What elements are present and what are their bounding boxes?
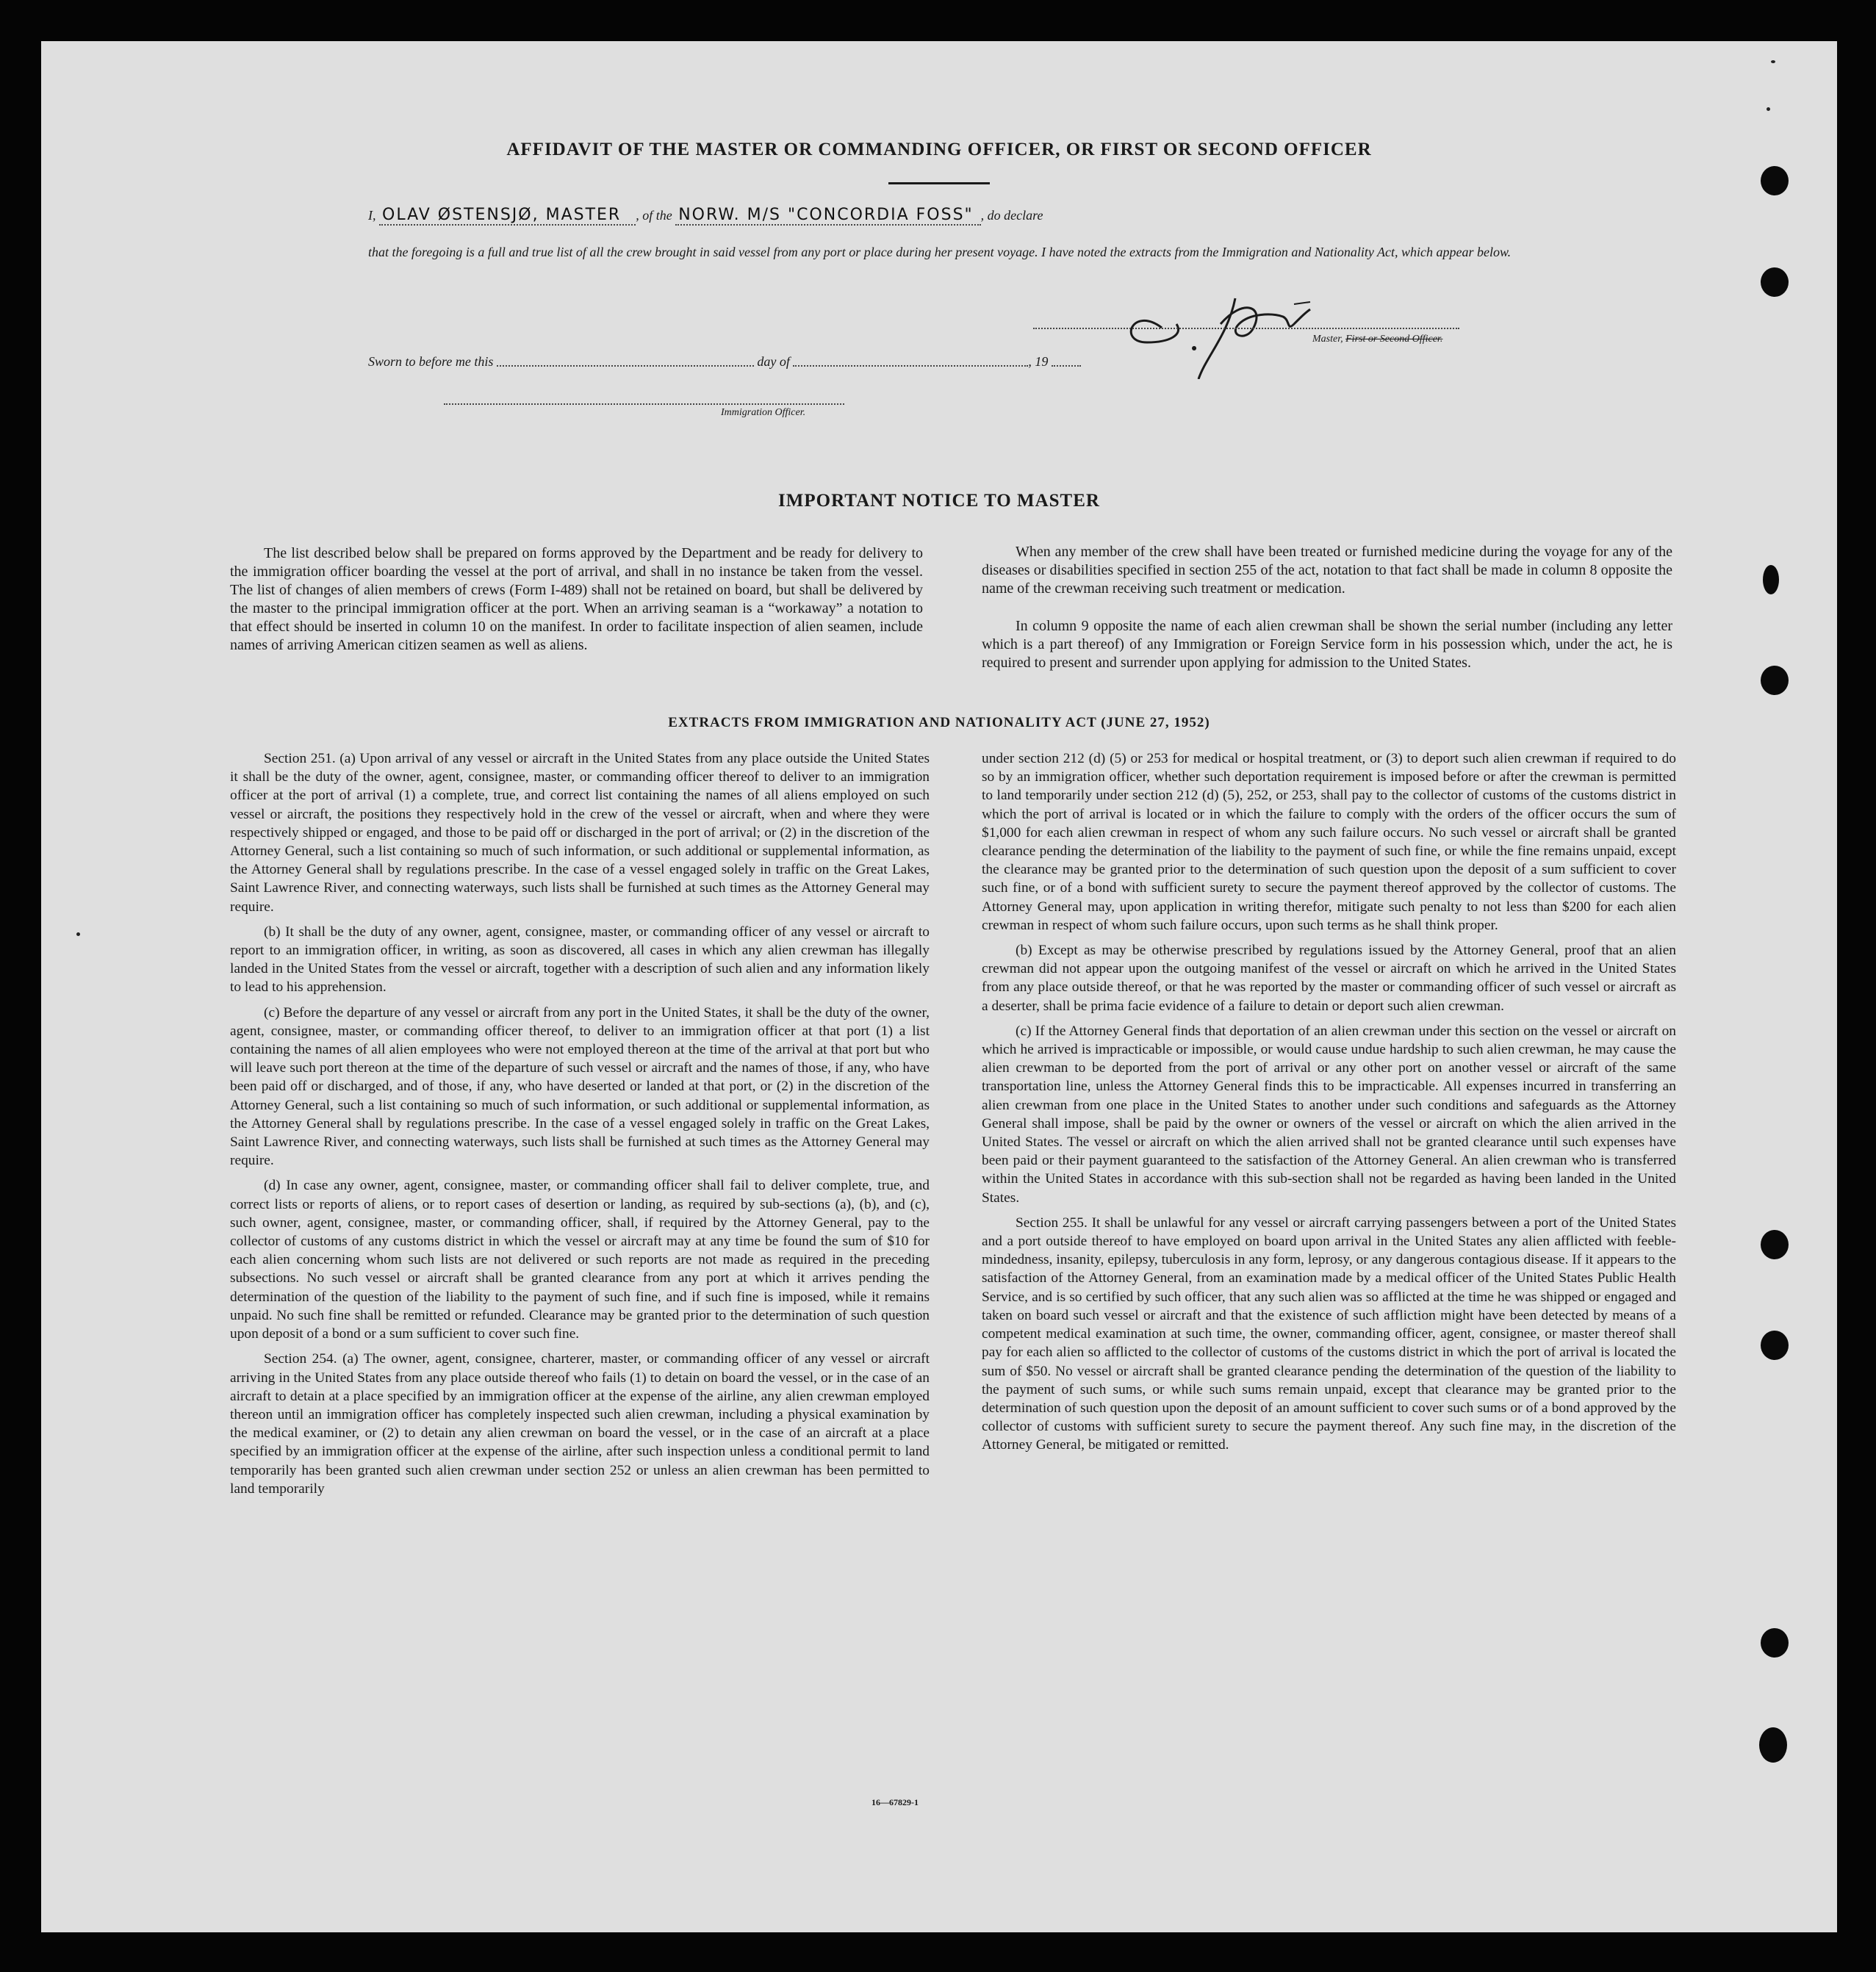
extracts-right-column xyxy=(982,749,1676,1461)
signer-struck-label: First or Second Officer. xyxy=(1345,334,1443,345)
declaration-line xyxy=(368,207,1577,223)
scan-speck xyxy=(1767,107,1770,111)
binder-hole xyxy=(1761,1230,1789,1259)
signer-title xyxy=(1312,334,1442,345)
sworn-line xyxy=(368,355,1176,368)
year-field[interactable] xyxy=(1052,364,1081,367)
affidavit-title: AFFIDAVIT OF THE MASTER OR COMMANDING OFFICER, OR FIRST OR SECOND OFFICER xyxy=(506,140,1372,159)
notice-right-paragraph-2: In column 9 opposite the name of each alien crewman shall be shown the serial number (including any letter which is a part thereof) of any Immigration or Foreign Service form in his possession which, under the act, he is required to present and surrender upon applying for admission to the United States. xyxy=(982,618,1672,671)
binder-hole xyxy=(1761,1331,1789,1360)
section-254-b: (b) Except as may be otherwise prescribed by regulations issued by the Attorney General, proof that an alien crewman did not appear upon the outgoing manifest of the vessel or aircraft on which he arrived in the United States from any place outside thereof, or that he was reported by the master or commanding officer of such vessel or aircraft as a deserter, shall be prima facie evidence of a failure to detain or deport such alien crewman. xyxy=(982,943,1676,1014)
form-code: 16—67829-1 xyxy=(871,1797,919,1807)
signer-master-label: Master, xyxy=(1312,334,1343,345)
title-rule xyxy=(888,182,990,184)
declaration-text: that the foregoing is a full and true list of all the crew brought in said vessel from any port or place during her present voyage. I have noted the extracts from the Immigration and Nationality Act, which appear below. xyxy=(368,245,1512,259)
scan-speck xyxy=(76,932,80,936)
extracts-left-column xyxy=(230,749,930,1505)
notice-left-paragraph: The list described below shall be prepared on forms approved by the Department and be ready for delivery to the immigration officer boarding the vessel at the port of arrival, and shall in no instance be taken from the vessel. The list of changes of alien members of crews (Form I-489) shall not be retained on board, but shall be delivered by the master to the principal immigration officer at the port. When an arriving seaman is a “workaway” a notation to that effect should be inserted in column 10 on the manifest. In order to facilitate inspection of alien seamen, include names of arriving American citizen seamen as well as aliens. xyxy=(230,545,923,653)
of-the-text: , of the xyxy=(636,208,672,223)
document-page xyxy=(41,41,1837,1932)
sworn-date-field[interactable] xyxy=(497,364,754,367)
do-declare-text: , do declare xyxy=(980,208,1043,223)
vessel-name-field: NORW. M/S "CONCORDIA FOSS" xyxy=(675,206,980,226)
binder-hole xyxy=(1761,267,1789,297)
section-251-d: (d) In case any owner, agent, consignee, master, or commanding officer shall fail to deliver complete, true, and correct lists or reports of aliens, or to report cases of desertion or landing, as required by sub-sections (a), (b), and (c), such owner, agent, consignee, master, or commanding officer, shall, if required by the Attorney General, pay to the collector of customs of any customs district in which the vessel or aircraft may at any time be found the sum of $10 for each alien concerning whom such lists are not delivered or such reports are not made as required in the preceding subsections. No such vessel or aircraft shall be granted clearance from any port at which it arrives pending the determination of the question of the liability to the payment of such fine, and if such fine is imposed, while it remains unpaid. No such fine shall be remitted or refunded. Clearance may be granted prior to the determination of such question upon deposit of a bond or a sum sufficient to cover such fine. xyxy=(230,1178,930,1342)
declaration-prefix: I, xyxy=(368,208,376,223)
day-of-label: day of xyxy=(757,354,790,369)
binder-hole xyxy=(1761,166,1789,195)
sworn-label: Sworn to before me this xyxy=(368,354,494,369)
extracts-title: EXTRACTS FROM IMMIGRATION AND NATIONALITY ACT (JUNE 27, 1952) xyxy=(668,715,1210,730)
section-254-a: Section 254. (a) The owner, agent, consignee, charterer, master, or commanding officer of any vessel or aircraft arriving in the United States from any place outside thereof who fails (1) to detain on board the vessel, or in the case of an aircraft to detain at a place specified by an immigration officer at the expense of the airline, any alien crewman employed thereon until an immigration officer has completely inspected such alien crewman, including a physical examination by the medical examiner, or (2) to detain any alien crewman on board the vessel, or in the case of an aircraft at a place specified by an immigration officer at the expense of the airline, after such inspection unless a conditional permit to land temporarily has been granted such alien crewman under section 252 or unless an alien crewman has been permitted to land temporarily xyxy=(230,1351,930,1497)
master-name-field: OLAV ØSTENSJØ, MASTER xyxy=(379,206,636,226)
immigration-officer-line[interactable] xyxy=(444,403,844,405)
signature-line xyxy=(1033,328,1459,329)
binder-hole xyxy=(1761,1628,1789,1658)
scan-speck xyxy=(1771,60,1775,63)
notice-title: IMPORTANT NOTICE TO MASTER xyxy=(778,491,1100,511)
section-251-a: Section 251. (a) Upon arrival of any vessel or aircraft in the United States from any place outside the United States it shall be the duty of the owner, agent, consignee, master, or commanding officer thereof to deliver to an immigration officer at the port of arrival (1) a complete, true, and correct list containing the names of all aliens employed on such vessel or aircraft, the positions they respectively hold in the crew of the vessel or aircraft, when and where they were respectively shipped or engaged, and those to be paid off or discharged in the port of arrival; or (2) in the discretion of the Attorney General, such a list containing so much of such information, or such additional or supplemental information, as the Attorney General shall by regulations prescribe. In the case of a vessel engaged solely in traffic on the Great Lakes, Saint Lawrence River, and connecting waterways, such lists shall be furnished at such times as the Attorney General may require. xyxy=(230,751,930,915)
month-field[interactable] xyxy=(793,364,1028,367)
binder-hole xyxy=(1759,1727,1787,1763)
binder-hole xyxy=(1761,666,1789,695)
immigration-officer-label: Immigration Officer. xyxy=(721,407,806,418)
section-251-b: (b) It shall be the duty of any owner, agent, consignee, master, or commanding officer of any vessel or aircraft to report to an immigration officer, in writing, as soon as discovered, all cases in which any alien crewman has illegally landed in the United States from the vessel or aircraft, together with a description of such alien and any information likely to lead to his apprehension. xyxy=(230,924,930,996)
section-254-a-continued: under section 212 (d) (5) or 253 for medical or hospital treatment, or (3) to deport such alien crewman if required to do so by an immigration officer, whether such deportation requirement is imposed before or after the crewman is permitted to land temporarily under section 212 (d) (5), 252, or 253, shall pay to the collector of customs of the customs district in which the port of arrival is located or in which the failure to comply with the orders of the officer occurs the sum of $1,000 for each alien crewman in respect of whom any such failure occurs. No such vessel or aircraft shall be granted clearance pending the determination of the liability to the payment of such fine, or while the fine remains unpaid, except the clearance may be granted prior to the determination of such question upon the deposit of a sum sufficient to cover such fine, or of a bond with sufficient surety to secure the payment thereof approved by the collector of customs. The Attorney General may, upon application in writing therefor, mitigate such penalty to not less than $200 for each alien crewman in respect of whom such failure occurs, upon such terms as he shall think proper. xyxy=(982,751,1676,933)
section-251-c: (c) Before the departure of any vessel or aircraft from any port in the United States, it shall be the duty of the owner, agent, consignee, master, or commanding officer thereof, to deliver to an immigration officer at that port (1) a list containing the names of all alien employees who were not employed thereon at the time of the arrival at that port but who will leave such port thereon at the time of the departure of such vessel or aircraft and the names of those, if any, who have been paid off or discharged, and of those, if any, who have deserted or landed at that port, or (2) in the discretion of the Attorney General, such a list containing so much of such information, or such additional or supplemental information, as the Attorney General shall by regulations prescribe. In the case of a vessel engaged solely in traffic on the Great Lakes, Saint Lawrence River, and connecting waterways, such lists shall be furnished at such times as the Attorney General may require. xyxy=(230,1004,930,1169)
section-254-c: (c) If the Attorney General finds that deportation of an alien crewman under this section on the vessel or aircraft on which he arrived is impracticable or impossible, or would cause undue hardship to such alien crewman, he may cause the alien crewman to be deported from the port of arrival or any other port on another vessel or aircraft of the same transportation line, unless the Attorney General finds this to be impracticable. All expenses incurred in transferring an alien crewman from one place in the United States to another under such conditions and safeguards as the Attorney General shall impose, shall be paid by the owner or owners of the vessel or aircraft on which the alien arrived in the United States. The vessel or aircraft on which the alien arrived shall not be granted clearance until such expenses have been paid or their payment guaranteed to the satisfaction of the Attorney General. An alien crewman who is transferred within the United States in accordance with this sub-section shall not be regarded as having been landed in the United States. xyxy=(982,1023,1676,1206)
notice-right-paragraph-1: When any member of the crew shall have been treated or furnished medicine during the voyage for any of the diseases or disabilities specified in section 255 of the act, notation to that fact shall be made in column 8 opposite the name of the crewman receiving such treatment or medication. xyxy=(982,544,1672,597)
binder-hole xyxy=(1763,565,1779,594)
section-255: Section 255. It shall be unlawful for any vessel or aircraft carrying passengers between a port of the United States and a port outside thereof to have employed on board upon arrival in the United States any alien afflicted with feeble-mindedness, insanity, epilepsy, tuberculosis in any form, leprosy, or any dangerous contagious disease. If it appears to the satisfaction of the Attorney General, from an examination made by a medical officer of the United States Public Health Service, and is so certified by such officer, that any such alien was so afflicted at the time he was shipped or engaged and taken on board such vessel or aircraft and that the existence of such affliction might have been detected by means of a competent medical examination at such time, the owner, commanding officer, agent, consignee, or master thereof shall pay for each alien so afflicted to the collector of customs of the customs district in which the port of arrival is located the sum of $50. No vessel or aircraft shall be granted clearance pending the determination of the question of the liability to the payment of such sums, or while such sums remain unpaid, except that clearance may be granted prior to the determination of such question upon the deposit of an amount sufficient to cover such sums or of a bond approved by the collector of customs with sufficient surety to secure the payment thereof. Any such fine may, in the discretion of the Attorney General, be mitigated or remitted. xyxy=(982,1214,1676,1453)
year-label: , 19 xyxy=(1028,354,1049,369)
